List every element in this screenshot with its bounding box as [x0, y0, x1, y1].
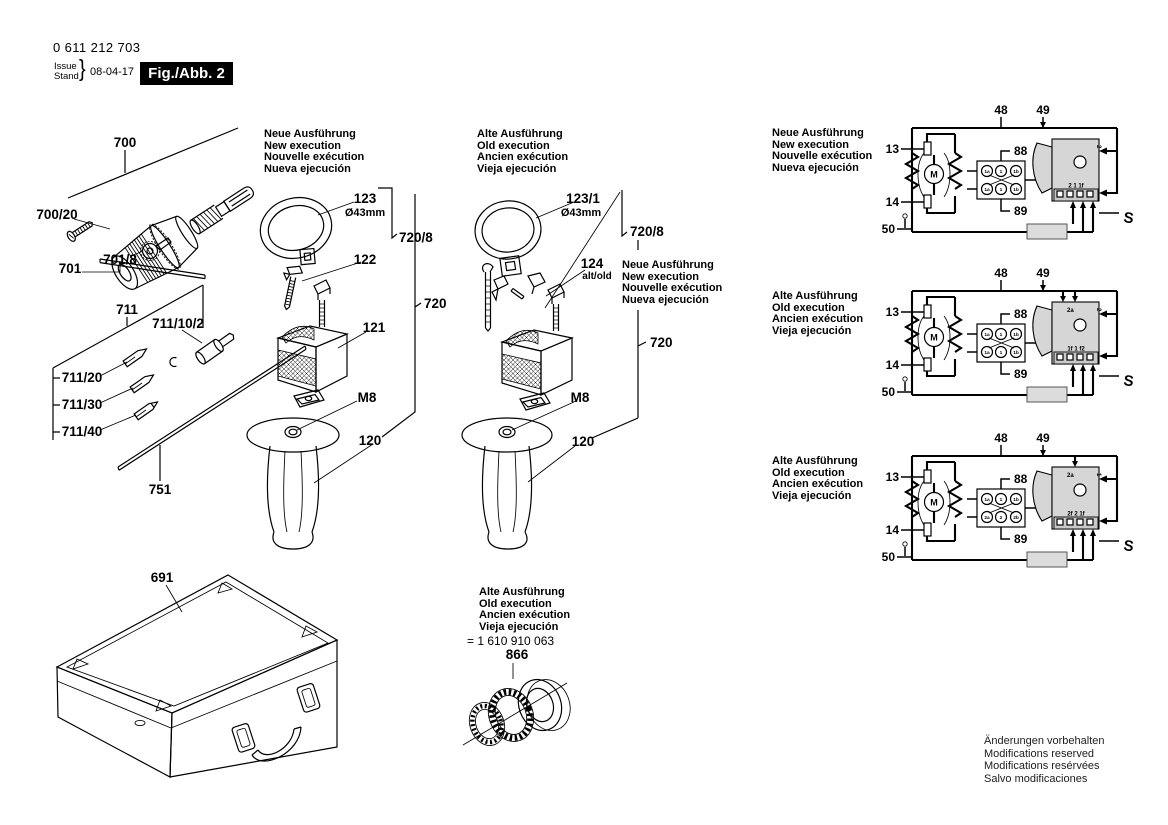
terminal-50: [903, 542, 907, 546]
terminal-label: 2: [999, 515, 1003, 521]
wire-label-49: 49: [1036, 266, 1050, 280]
m8-nut: [294, 390, 324, 407]
footer-modifications-note: [984, 735, 1104, 785]
handle-assembly-old-drawing: [450, 180, 685, 575]
terminal-label: 1b: [1013, 332, 1019, 338]
issue-label: Issue: [54, 61, 77, 72]
terminal-label: 1a: [984, 497, 990, 503]
part-label-124: 124: [580, 256, 604, 271]
wire-label-50: 50: [881, 385, 895, 399]
terminal-label: 1: [999, 497, 1003, 503]
wire-label-88: 88: [1014, 472, 1028, 486]
wire-label-50: 50: [881, 222, 895, 236]
switch-terminal-labels: 1f 1 f2: [1067, 346, 1085, 353]
part-label-720: 720: [650, 335, 673, 350]
wiring-diagram-3: [877, 429, 1168, 581]
variant-line: Nouvelle exécution: [772, 150, 873, 162]
switch-terminal-labels: 2 1 1f: [1068, 183, 1084, 190]
part-label-720: 720: [424, 296, 447, 311]
figure-label: Fig./Abb. 2: [140, 62, 233, 85]
variant-line: Nouvelle exécution: [264, 151, 365, 163]
variant-line: Nueva ejecución: [622, 293, 709, 306]
suppressor-capacitor: [1027, 552, 1067, 567]
part-label-711: 711: [116, 302, 138, 317]
terminal-label: 2a: [984, 515, 990, 521]
footer-line: Modifications resérvées: [984, 760, 1100, 772]
handle-grip: [462, 418, 552, 549]
terminal-label: 1b: [1013, 497, 1019, 503]
part-label-720-8: 720/8: [399, 230, 433, 245]
variant-line: Vieja ejecución: [772, 324, 852, 337]
wire-label-13: 13: [885, 305, 899, 319]
wire-label-48: 48: [994, 266, 1008, 280]
s-mark: S: [1122, 537, 1135, 556]
wire-label-13: 13: [885, 142, 899, 156]
case-body: [57, 575, 337, 777]
terminal-label: 1: [999, 169, 1003, 175]
part-label-700: 700: [113, 135, 137, 150]
part-label-700-20: 700/20: [36, 207, 78, 222]
switch-top-label: 2a: [1067, 473, 1074, 479]
variant-line: Neue Ausführung: [264, 128, 356, 140]
terminal-50: [903, 214, 907, 218]
leader-691: [166, 585, 182, 612]
part-label-751: 751: [148, 482, 172, 497]
clamp-body: [502, 284, 572, 395]
handle-assembly-new-drawing: [230, 180, 450, 575]
variant-line: Old execution: [772, 301, 845, 314]
variant-block-handle-new: [264, 129, 364, 175]
switch-side-label: 2: [1095, 308, 1101, 312]
variant-line: New execution: [264, 139, 342, 152]
carrying-case-drawing: [40, 565, 360, 805]
document-number: 0 611 212 703: [53, 40, 141, 55]
terminal-label: 1a: [984, 332, 990, 338]
terminal-label: 1: [999, 350, 1003, 356]
bearing-drawing: [455, 645, 635, 765]
clamp-band: [253, 190, 340, 275]
variant-line: Ancien exécution: [477, 151, 569, 163]
carbon-brush: [924, 523, 931, 536]
clamp-body: [278, 280, 347, 392]
m8-nut: [520, 393, 550, 410]
carbon-brush: [924, 195, 931, 208]
terminal-label: 1b: [1013, 169, 1019, 175]
variant-line: Old execution: [772, 466, 845, 479]
clamp-jaws: [492, 273, 545, 300]
wire-label-13: 13: [885, 470, 899, 484]
variant-block-wiring-2: [772, 291, 863, 337]
variant-line: Ancien exécution: [772, 478, 864, 490]
variant-line: Vieja ejecución: [479, 620, 559, 633]
part-label-m8: M8: [570, 390, 590, 405]
variant-line: Nueva ejecución: [264, 162, 351, 175]
part-label-122: 122: [353, 252, 377, 267]
part-label-m8: M8: [357, 390, 377, 405]
variant-block-wiring-1: [772, 128, 872, 174]
switch-terminal-labels: 2f 2 1f: [1067, 511, 1085, 518]
variant-line: Neue Ausführung: [772, 127, 864, 139]
wire-label-88: 88: [1014, 307, 1028, 321]
terminal-label: 1b: [1013, 187, 1019, 193]
part-label-711-40: 711/40: [61, 424, 103, 439]
case-handle: [252, 727, 301, 761]
terminal-label: 1b: [1013, 350, 1019, 356]
part-label-691: 691: [150, 570, 174, 585]
variant-block-720-new: [622, 260, 722, 306]
retaining-clip: [170, 358, 177, 367]
suppressor-capacitor: [1027, 224, 1067, 239]
part-label-123: 123: [353, 191, 377, 206]
screwdriver-bits: [123, 329, 237, 419]
footer-line: Salvo modificaciones: [984, 772, 1088, 785]
diameter-label: Ø43mm: [344, 207, 386, 219]
variant-line: Neue Ausführung: [622, 259, 714, 271]
motor-letter: M: [930, 332, 938, 343]
variant-line: Old execution: [479, 597, 552, 610]
part-label-701: 701: [58, 261, 82, 276]
variant-line: Alte Ausführung: [477, 128, 563, 140]
variant-line: Alte Ausführung: [772, 290, 858, 302]
footer-line: Änderungen vorbehalten: [984, 735, 1105, 747]
part-label-121: 121: [362, 320, 386, 335]
part-label-701-8: 701/8: [103, 252, 137, 267]
diameter-label: Ø43mm: [560, 207, 602, 219]
case-latch: [231, 683, 320, 753]
terminal-label: 1a: [984, 187, 990, 193]
replacement-reference: = 1 610 910 063: [467, 634, 555, 648]
terminal-label: 1: [999, 187, 1003, 193]
s-mark: S: [1122, 372, 1135, 391]
handle-grip: [247, 418, 339, 549]
wire-label-49: 49: [1036, 103, 1050, 117]
connector-block: [977, 489, 1025, 527]
s-mark: S: [1122, 209, 1135, 228]
variant-line: Vieja ejecución: [772, 489, 852, 502]
part-label-123-1: 123/1: [566, 191, 600, 206]
part-label-711-10-2: 711/10/2: [152, 316, 204, 331]
connector-block: [977, 324, 1025, 362]
wire-label-48: 48: [994, 431, 1008, 445]
variant-line: Old execution: [477, 139, 550, 152]
part-label-120: 120: [571, 434, 595, 449]
suppressor-capacitor: [1027, 387, 1067, 402]
trigger-switch: [1033, 302, 1101, 364]
part-label-866: 866: [505, 647, 529, 662]
bearing-inner-ring: [464, 698, 511, 751]
variant-line: Nueva ejecución: [772, 161, 859, 174]
switch-side-label: 2: [1095, 145, 1101, 149]
variant-line: New execution: [622, 270, 700, 283]
wire-label-14: 14: [885, 523, 899, 537]
terminal-50: [903, 377, 907, 381]
wire-label-89: 89: [1014, 367, 1028, 381]
part-label-711-30: 711/30: [61, 397, 103, 412]
footer-line: Modifications reserved: [984, 747, 1095, 760]
wire-label-88: 88: [1014, 144, 1028, 158]
bearing-outer-ring: [511, 671, 577, 740]
variant-line: Ancien exécution: [479, 609, 571, 621]
variant-block-bearing-old: [479, 587, 570, 633]
issue-date: 08-04-17: [90, 66, 135, 78]
variant-line: Vieja ejecución: [477, 162, 557, 175]
carbon-brush: [924, 305, 931, 318]
wiring-diagram-2: [877, 264, 1168, 416]
carbon-brush: [924, 470, 931, 483]
terminal-label: 1a: [984, 169, 990, 175]
part-label-120: 120: [358, 433, 382, 448]
terminal-label: 1: [999, 332, 1003, 338]
switch-side-label: 1: [1095, 473, 1101, 477]
variant-block-wiring-3: [772, 456, 863, 502]
wiring-diagram-1: [877, 101, 1168, 253]
wire-label-14: 14: [885, 195, 899, 209]
variant-line: Alte Ausführung: [772, 455, 858, 467]
bearing-cage: [481, 682, 541, 748]
variant-line: Ancien exécution: [772, 313, 864, 325]
carbon-brush: [924, 358, 931, 371]
clamp-screw: [277, 263, 304, 311]
stand-label: Stand: [54, 71, 79, 82]
wire-label-49: 49: [1036, 431, 1050, 445]
wire-label-50: 50: [881, 550, 895, 564]
issue-brace: }: [79, 56, 86, 82]
trigger-switch: [1033, 467, 1101, 529]
carbon-brush: [924, 142, 931, 155]
variant-block-handle-old: [477, 129, 568, 175]
alt-old-note: alt/old: [582, 271, 612, 282]
variant-line: Alte Ausführung: [479, 586, 565, 598]
wire-label-14: 14: [885, 358, 899, 372]
terminal-label: 2b: [1013, 515, 1019, 521]
motor-letter: M: [930, 169, 938, 180]
part-label-720-8: 720/8: [630, 224, 664, 239]
variant-line: New execution: [772, 138, 850, 151]
wire-label-48: 48: [994, 103, 1008, 117]
terminal-label: 1a: [984, 350, 990, 356]
field-coil-right: [949, 153, 961, 189]
wire-label-89: 89: [1014, 204, 1028, 218]
hook-screw: [483, 264, 493, 331]
connector-block: [977, 161, 1025, 199]
part-label-711-20: 711/20: [61, 370, 103, 385]
trigger-switch: [1033, 139, 1101, 201]
variant-line: Nouvelle exécution: [622, 282, 723, 294]
motor-letter: M: [930, 497, 938, 508]
switch-top-label: 2a: [1067, 308, 1074, 314]
wire-label-89: 89: [1014, 532, 1028, 546]
